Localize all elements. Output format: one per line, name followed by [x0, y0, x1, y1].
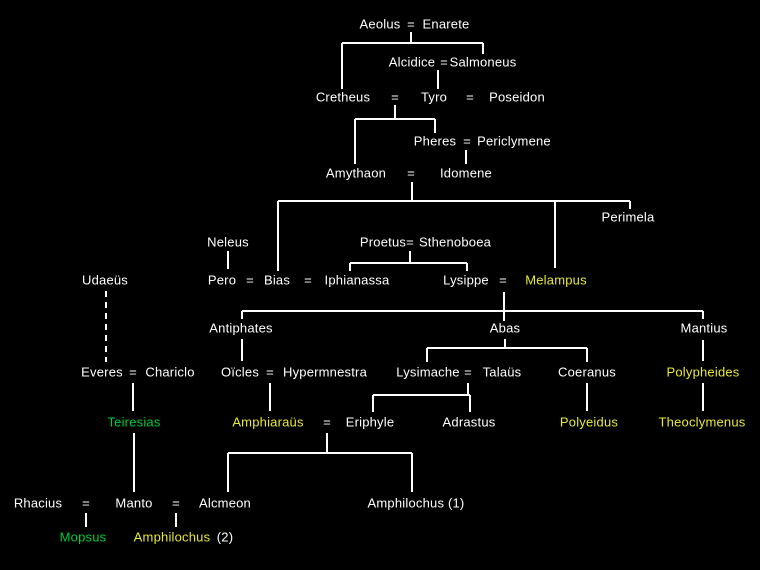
person-eriphyle: Eriphyle: [345, 414, 395, 430]
spouse-equals: =: [463, 133, 471, 149]
person-teiresias: Teiresias: [107, 414, 161, 430]
person-pero: Pero: [207, 272, 237, 288]
spouse-equals: =: [323, 414, 331, 430]
spouse-equals: =: [466, 89, 474, 105]
person-amphilochus-1: Amphilochus (1): [367, 495, 465, 511]
person-alcidice: Alcidice: [388, 54, 436, 70]
person-melampus: Melampus: [525, 272, 587, 288]
line-amphiaraus-children: [228, 433, 412, 492]
spouse-equals: =: [499, 272, 507, 288]
person-adrastus: Adrastus: [442, 414, 496, 430]
line-melampus-children: [242, 292, 703, 321]
person-mopsus: Mopsus: [59, 529, 107, 545]
person-amphilochus-2-number: (2): [216, 529, 234, 545]
line-manto-children: [86, 513, 176, 527]
person-neleus: Neleus: [207, 234, 249, 250]
line-amythaon-children: [278, 182, 630, 271]
person-salmoneus: Salmoneus: [449, 54, 517, 70]
person-lysimache: Lysimache: [396, 364, 460, 380]
person-coeranus: Coeranus: [558, 364, 616, 380]
person-abas: Abas: [489, 320, 521, 336]
line-lysimache-children: [373, 383, 470, 412]
spouse-equals: =: [406, 234, 414, 250]
person-chariclo: Chariclo: [145, 364, 195, 380]
person-talaus: Talaüs: [482, 364, 522, 380]
spouse-equals: =: [172, 495, 180, 511]
spouse-equals: =: [304, 272, 312, 288]
person-bias: Bias: [263, 272, 291, 288]
person-amphiaraus: Amphiaraüs: [232, 414, 304, 430]
person-alcmeon: Alcmeon: [199, 495, 251, 511]
person-idomene: Idomene: [440, 165, 492, 181]
person-polyeidus: Polyeidus: [559, 414, 619, 430]
person-oicles: Oïcles: [220, 364, 260, 380]
spouse-equals: =: [246, 272, 254, 288]
person-amythaon: Amythaon: [325, 165, 387, 181]
person-hypermnestra: Hypermnestra: [282, 364, 368, 380]
person-pheres: Pheres: [413, 133, 457, 149]
person-proetus: Proetus: [359, 234, 407, 250]
person-manto: Manto: [115, 495, 153, 511]
person-polypheides: Polypheides: [666, 364, 740, 380]
spouse-equals: =: [464, 364, 472, 380]
spouse-equals: =: [407, 16, 415, 32]
person-udaeus: Udaeüs: [81, 272, 129, 288]
person-perimela: Perimela: [601, 209, 655, 225]
person-periclymene: Periclymene: [477, 133, 551, 149]
person-poseidon: Poseidon: [489, 89, 545, 105]
person-mantius: Mantius: [680, 320, 728, 336]
person-iphianassa: Iphianassa: [324, 272, 390, 288]
person-sthenoboea: Sthenoboea: [418, 234, 492, 250]
spouse-equals: =: [129, 364, 137, 380]
spouse-equals: =: [407, 165, 415, 181]
person-enarete: Enarete: [422, 16, 470, 32]
person-rhacius: Rhacius: [13, 495, 63, 511]
person-amphilochus-2: Amphilochus: [133, 529, 211, 545]
person-theoclymenus: Theoclymenus: [658, 414, 746, 430]
spouse-equals: =: [391, 89, 399, 105]
spouse-equals: =: [82, 495, 90, 511]
person-tyro: Tyro: [420, 89, 448, 105]
spouse-equals: =: [440, 54, 448, 70]
line-abas-children: [427, 339, 587, 362]
person-everes: Everes: [81, 364, 123, 380]
person-antiphates: Antiphates: [209, 320, 273, 336]
person-lysippe: Lysippe: [443, 272, 489, 288]
person-cretheus: Cretheus: [315, 89, 371, 105]
person-aeolus: Aeolus: [359, 16, 401, 32]
spouse-equals: =: [266, 364, 274, 380]
line-proetus-daughters: [350, 251, 467, 271]
